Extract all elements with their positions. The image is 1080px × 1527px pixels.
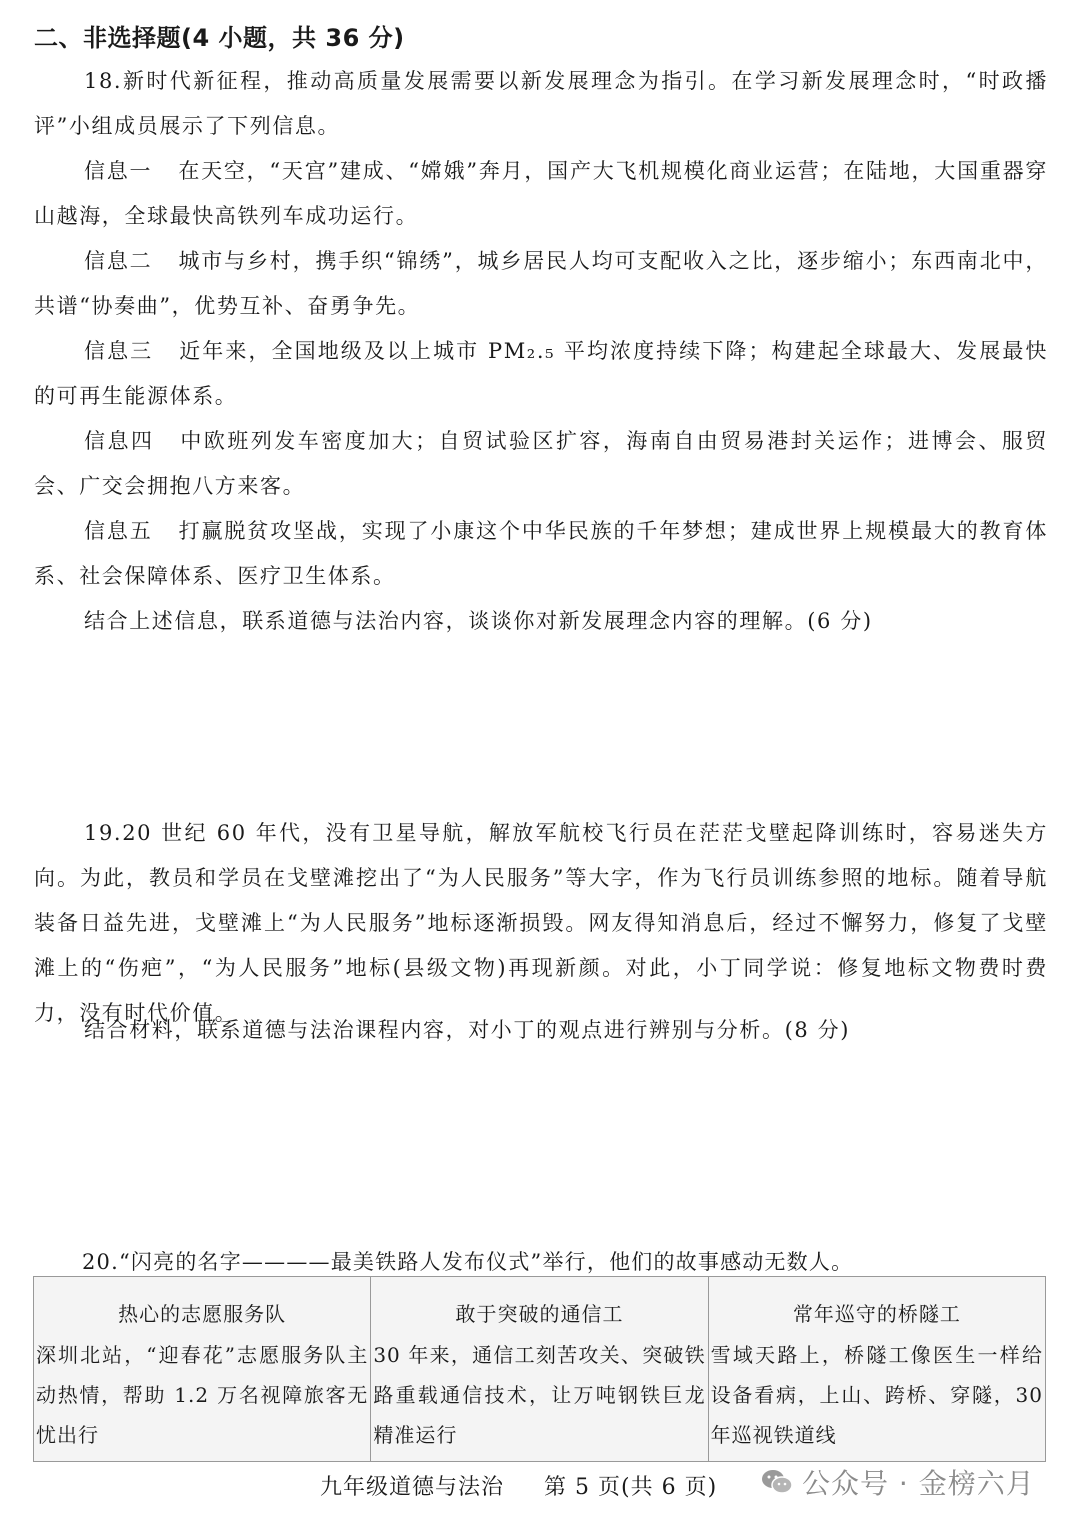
- footer-page-number: 第 5 页(共 6 页): [544, 1475, 718, 1500]
- table-row: [34, 1277, 1046, 1462]
- column-body: 30 年来，通信工刻苦攻关、突破铁路重载通信技术，让万吨钢铁巨龙精准运行: [373, 1343, 706, 1447]
- info-label: 信息四: [84, 429, 155, 453]
- column-body: 深圳北站，“迎春花”志愿服务队主动热情，帮助 1.2 万名视障旅客无忧出行: [36, 1343, 369, 1447]
- column-heading: 热心的志愿服务队: [118, 1302, 287, 1326]
- info-text: 打赢脱贫攻坚战，实现了小康这个中华民族的千年梦想；建成世界上规模最大的教育体系、社会保障体系、医疗卫生体系。: [34, 519, 1048, 588]
- q18-info-3: [34, 329, 1048, 419]
- watermark: [760, 1462, 1035, 1502]
- wechat-icon: [760, 1467, 794, 1497]
- info-text: 城市与乡村，携手织“锦绣”，城乡居民人均可支配收入之比，逐步缩小；东西南北中，共谱“协奏曲”，优势互补、奋勇争先。: [34, 249, 1048, 318]
- q20-table: [33, 1276, 1046, 1462]
- q18-info-2: [34, 239, 1048, 329]
- page-footer: [320, 1470, 757, 1501]
- info-text: 中欧班列发车密度加大；自贸试验区扩容，海南自由贸易港封关运作；进博会、服贸会、广交会拥抱八方来客。: [34, 429, 1048, 498]
- q19-question: 结合材料，联系道德与法治课程内容，对小丁的观点进行辨别与分析。(8 分): [84, 1018, 851, 1042]
- q18-stem: 18.新时代新征程，推动高质量发展需要以新发展理念为指引。在学习新发展理念时，“时政播评”小组成员展示了下列信息。: [34, 69, 1048, 138]
- q18-question: 结合上述信息，联系道德与法治内容，谈谈你对新发展理念内容的理解。(6 分): [84, 609, 873, 633]
- q18-info-1: [34, 149, 1048, 239]
- table-cell: [708, 1277, 1045, 1462]
- column-heading: 常年巡守的桥隧工: [792, 1302, 961, 1326]
- column-body: 雪域天路上，桥隧工像医生一样给设备看病，上山、跨桥、穿隧，30 年巡视铁道线: [710, 1343, 1043, 1447]
- q20-title: 20.“闪亮的名字————最美铁路人发布仪式”举行，他们的故事感动无数人。: [82, 1250, 854, 1274]
- q19-stem: 19.20 世纪 60 年代，没有卫星导航，解放军航校飞行员在茫茫戈壁起降训练时，容易迷失方向。为此，教员和学员在戈壁滩挖出了“为人民服务”等大字，作为飞行员训练参照的地标。随着导航装备日益先进，戈壁滩上“为人民服务”地标逐渐损毁。网友得知消息后，经过不懈努力，修复了戈壁滩上的“伤疤”，“为人民服务”地标(县级文物)再现新颜。对此，小丁同学说：修复地标文物费时费力，没有时代价值。: [34, 821, 1048, 1025]
- table-cell: [34, 1277, 371, 1462]
- info-text: 近年来，全国地级及以上城市 PM₂.₅ 平均浓度持续下降；构建起全球最大、发展最快的可再生能源体系。: [34, 339, 1048, 408]
- q18-info-5: [34, 509, 1048, 599]
- watermark-text: 公众号 · 金榜六月: [802, 1467, 1035, 1500]
- table-cell: [371, 1277, 708, 1462]
- info-label: 信息三: [84, 339, 154, 363]
- footer-subject: 九年级道德与法治: [320, 1475, 505, 1500]
- column-heading: 敢于突破的通信工: [455, 1302, 624, 1326]
- section-title: 二、非选择题(4 小题，共 36 分): [34, 24, 405, 52]
- q18-info-4: [34, 419, 1048, 509]
- info-label: 信息五: [84, 519, 153, 543]
- info-text: 在天空，“天宫”建成、“嫦娥”奔月，国产大飞机规模化商业运营；在陆地，大国重器穿山越海，全球最快高铁列车成功运行。: [34, 159, 1048, 228]
- info-label: 信息一: [84, 159, 153, 183]
- info-label: 信息二: [84, 249, 153, 273]
